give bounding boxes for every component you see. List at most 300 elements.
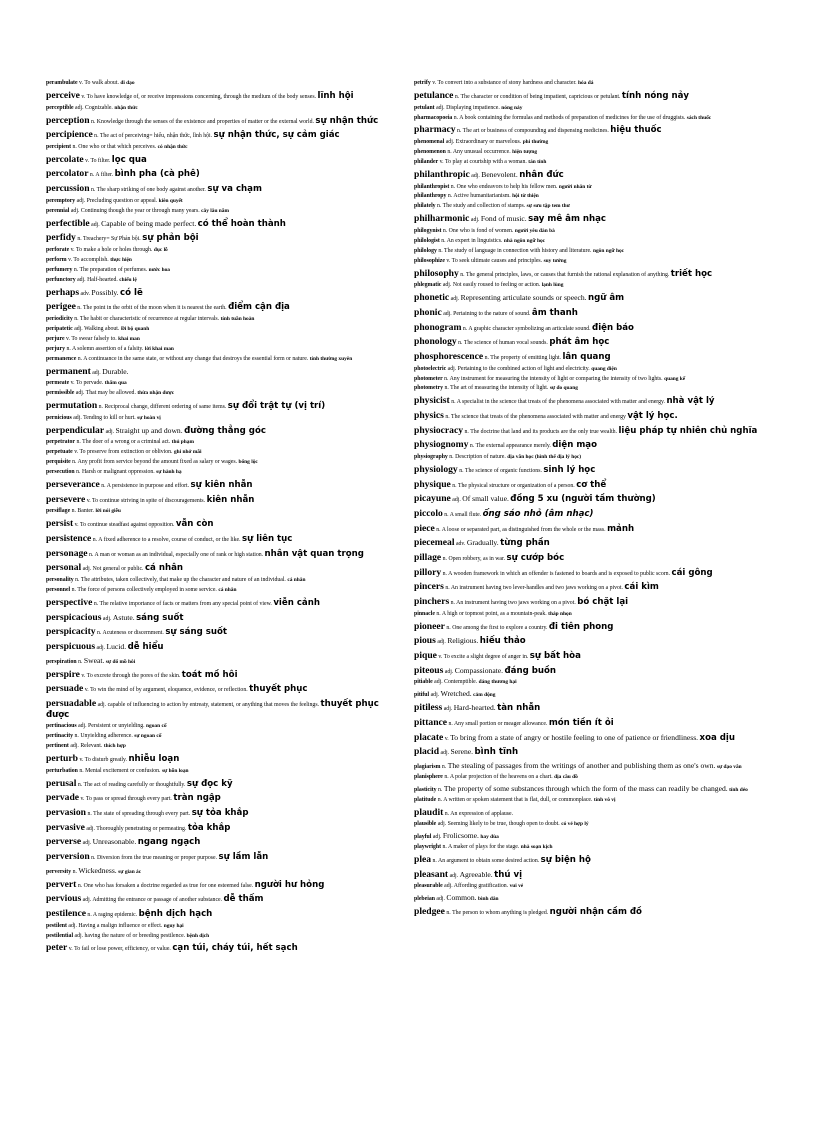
entry-headword: petrify <box>414 80 431 86</box>
entry-headword: playwright <box>414 844 442 851</box>
entry-vietnamese-translation: đồng 5 xu (người tầm thường) <box>510 494 656 505</box>
entry-vietnamese-translation: tính dẻo <box>729 786 748 793</box>
entry-definition: Astute. <box>112 612 135 622</box>
entry-part-of-speech: n. <box>72 143 77 150</box>
entry-part-of-speech: v. <box>439 158 444 165</box>
entry-definition: Frolicsome. <box>442 831 479 841</box>
entry-part-of-speech: adj. <box>442 282 452 289</box>
entry-vietnamese-translation: điện báo <box>592 322 634 333</box>
entry-definition: Lucid. <box>106 641 127 651</box>
entry-vietnamese-translation: bình dân <box>478 896 499 903</box>
entry-headword: pitiless <box>414 702 443 714</box>
entry-part-of-speech: adj. <box>449 872 459 879</box>
entry-definition: To have knowledge of, or receive impressions concerning, through the medium of the body senses. <box>86 93 317 100</box>
entry-part-of-speech: n. <box>458 340 463 347</box>
entry-part-of-speech: v. <box>444 735 449 742</box>
entry-vietnamese-translation: sự ngoan cố <box>134 733 162 740</box>
entry-definition: Banter. <box>77 508 95 515</box>
entry-headword: perversity <box>46 868 72 875</box>
dictionary-entry <box>46 301 398 313</box>
dictionary-entry <box>46 479 398 491</box>
entry-part-of-speech: n. <box>72 459 77 466</box>
entry-vietnamese-translation: thấm qua <box>104 380 127 387</box>
entry-headword: pledgee <box>414 906 445 918</box>
entry-headword: photometer <box>414 375 443 382</box>
dictionary-entry <box>414 508 784 520</box>
dictionary-entry <box>46 597 398 609</box>
entry-headword: pervious <box>46 893 82 905</box>
entry-definition: To walk about. <box>84 80 119 86</box>
entry-part-of-speech: n. <box>77 305 82 312</box>
dictionary-entry <box>46 626 398 638</box>
entry-part-of-speech: n. <box>442 844 447 851</box>
entry-definition: Religious. <box>447 636 479 646</box>
dictionary-entry <box>46 866 398 876</box>
entry-definition: The act of reading carefully or thoughtfully. <box>83 781 186 788</box>
dictionary-entry <box>46 439 398 446</box>
entry-vietnamese-translation: bệnh dịch hạch <box>138 908 213 919</box>
entry-part-of-speech: n. <box>89 551 94 558</box>
dictionary-entry <box>414 774 784 781</box>
dictionary-entry <box>414 184 784 191</box>
entry-part-of-speech: n. <box>77 781 83 788</box>
entry-definition: Any profit from service beyond the amount fixed as salary or wages. <box>77 459 238 466</box>
entry-headword: pique <box>414 649 437 661</box>
entry-part-of-speech: adj. <box>68 922 77 929</box>
entry-definition: To fail or lose power, efficiency, or value. <box>74 946 171 953</box>
entry-vietnamese-translation: hóa đá <box>578 80 594 86</box>
dictionary-entry <box>46 933 398 940</box>
entry-definition: To pervade. <box>75 380 104 387</box>
entry-definition: The act of perceiving= hiểu, nhận thức, lĩnh hội. <box>99 133 213 140</box>
dictionary-entry <box>414 679 784 686</box>
entry-vietnamese-translation: địa văn học (hình thể địa lý học) <box>507 454 582 461</box>
entry-headword: perceive <box>46 89 80 101</box>
entry-definition: A filter. <box>95 172 114 179</box>
dictionary-entry <box>414 307 784 319</box>
dictionary-entry <box>46 115 398 127</box>
entry-part-of-speech: n. <box>446 910 451 917</box>
dictionary-entry <box>46 80 398 87</box>
entry-vietnamese-translation: nóng nảy <box>501 104 523 111</box>
dictionary-entry <box>46 733 398 740</box>
dictionary-entry <box>414 322 784 334</box>
entry-vietnamese-translation: địa cầu đồ <box>554 773 578 780</box>
entry-headword: photometry <box>414 385 443 392</box>
entry-part-of-speech: adj. <box>92 369 101 376</box>
entry-vietnamese-translation: tính tuần hoàn <box>220 316 255 323</box>
entry-headword: percolator <box>46 168 89 180</box>
entry-part-of-speech: n. <box>436 610 441 617</box>
dictionary-entry <box>414 238 784 245</box>
entry-part-of-speech: v. <box>80 796 85 803</box>
dictionary-entry <box>46 326 398 333</box>
entry-vietnamese-translation: mảnh <box>607 523 635 534</box>
dictionary-entry <box>46 698 398 721</box>
entry-definition: Description of nature. <box>455 454 506 461</box>
entry-definition: To excite a slight degree of anger in. <box>443 653 529 660</box>
entry-definition: Diversion from the true meaning or proper purpose. <box>96 854 218 861</box>
dictionary-entry <box>414 635 784 647</box>
entry-vietnamese-translation: đáng buồn <box>504 665 557 676</box>
dictionary-entry <box>414 228 784 235</box>
dictionary-entry <box>414 761 784 771</box>
entry-vietnamese-translation: vẫn còn <box>175 519 214 530</box>
dictionary-entry <box>414 454 784 461</box>
entry-part-of-speech: adj. <box>450 296 460 303</box>
entry-definition: Any small portion or meager allowance. <box>454 720 548 727</box>
dictionary-entry <box>46 893 398 905</box>
entry-definition: The property of some substances through which the form of the mass can readily be changed. <box>443 783 728 793</box>
entry-vietnamese-translation: cá nhân <box>144 563 183 574</box>
entry-vietnamese-translation: bệnh dịch <box>186 932 210 939</box>
dictionary-entry <box>46 183 398 195</box>
entry-vietnamese-translation: thực hiện <box>110 256 132 263</box>
entry-headword: pillory <box>414 566 442 578</box>
entry-definition: To make a hole or holes through. <box>75 246 153 253</box>
entry-vietnamese-translation: nhà ngôn ngữ học <box>503 237 546 244</box>
entry-vietnamese-translation: viễn cảnh <box>273 597 320 608</box>
entry-vietnamese-translation: sinh lý học <box>543 465 596 475</box>
entry-definition: To preserve from extinction or oblivion. <box>79 449 173 456</box>
dictionary-entry <box>46 380 398 387</box>
entry-part-of-speech: n. <box>76 439 81 446</box>
entry-headword: pillage <box>414 552 442 564</box>
entry-vietnamese-translation: đi dạo <box>120 80 135 86</box>
entry-headword: pestilent <box>46 922 67 929</box>
entry-vietnamese-translation: người nhận cầm đồ <box>549 907 642 918</box>
dictionary-entry <box>414 193 784 200</box>
entry-vietnamese-translation: tính nóng nảy <box>621 90 690 101</box>
dictionary-entry <box>46 768 398 775</box>
entry-definition: The relative importance of facts or matters from any special point of view. <box>99 600 272 607</box>
entry-part-of-speech: adj. <box>91 221 100 228</box>
entry-definition: Contemptible. <box>444 679 478 686</box>
entry-vietnamese-translation: sự cướp bóc <box>506 553 565 564</box>
entry-headword: phonogram <box>414 321 462 333</box>
entry-vietnamese-translation: triết học <box>670 268 713 279</box>
dictionary-entry <box>414 479 784 491</box>
entry-headword: perfunctory <box>46 276 76 283</box>
entry-definition: A high or topmost point, as a mountain-peak. <box>441 610 547 617</box>
dictionary-entry <box>414 893 784 903</box>
entry-vietnamese-translation: cây lâu năm <box>201 207 229 214</box>
entry-definition: One who endeavors to help his fellow men. <box>456 183 558 190</box>
entry-vietnamese-translation: cái kìm <box>624 582 659 593</box>
entry-headword: pitiful <box>414 692 430 699</box>
entry-headword: permanent <box>46 365 91 377</box>
entry-headword: pertinacious <box>46 723 77 730</box>
dictionary-entry <box>46 277 398 284</box>
dictionary-entry <box>46 400 398 412</box>
entry-definition: An instrument having two jaws working on a pivot. <box>456 600 576 607</box>
entry-vietnamese-translation: cái gông <box>671 567 713 578</box>
entry-headword: piecemeal <box>414 537 455 549</box>
entry-vietnamese-translation: lời nói giễu <box>95 508 121 515</box>
entry-definition: The physical structure or organization of a person. <box>457 482 575 489</box>
entry-headword: petulant <box>414 104 435 111</box>
entry-vietnamese-translation: sự đọc kỹ <box>186 778 233 789</box>
entry-headword: percolate <box>46 153 84 165</box>
entry-vietnamese-translation: sự biện hộ <box>540 854 591 865</box>
entry-definition: One among the first to explore a country. <box>452 624 548 631</box>
dictionary-entry <box>414 366 784 373</box>
entry-vietnamese-translation: sách thuốc <box>686 114 712 121</box>
entry-vietnamese-translation: tỏa khắp <box>187 822 231 833</box>
entry-headword: perusal <box>46 777 77 789</box>
entry-headword: pervade <box>46 792 80 804</box>
entry-definition: To convert into a substance of stony hardness and character. <box>437 80 577 86</box>
entry-part-of-speech: n. <box>442 556 447 563</box>
entry-vietnamese-translation: lạnh lùng <box>541 282 564 289</box>
dictionary-entry <box>414 665 784 677</box>
entry-definition: A fixed adherence to a resolve, course of conduct, or the like. <box>98 537 241 544</box>
dictionary-entry <box>46 683 398 695</box>
dictionary-entry <box>414 702 784 714</box>
entry-headword: placate <box>414 731 444 743</box>
entry-headword: philosophy <box>414 267 459 279</box>
entry-part-of-speech: n. <box>432 857 437 864</box>
entry-vietnamese-translation: bình tĩnh <box>474 747 519 758</box>
dictionary-entry <box>46 287 398 299</box>
entry-vietnamese-translation: nước hoa <box>148 266 170 273</box>
entry-vietnamese-translation: ngôn ngữ học <box>592 247 625 254</box>
dictionary-entry <box>414 552 784 564</box>
entry-part-of-speech: n. <box>73 266 79 273</box>
entry-part-of-speech: n. <box>442 570 447 577</box>
entry-headword: periodicity <box>46 316 73 323</box>
entry-definition: To continue striving in spite of discouragements. <box>92 497 206 504</box>
entry-headword: planisphere <box>414 773 443 780</box>
entry-headword: physics <box>414 410 444 422</box>
entry-headword: pleasurable <box>414 883 443 890</box>
entry-headword: philharmonic <box>414 213 470 225</box>
entry-vietnamese-translation: cá nhân <box>287 577 306 584</box>
entry-definition: Continuing though the year or through many years. <box>80 207 200 214</box>
entry-part-of-speech: n. <box>444 773 449 780</box>
entry-vietnamese-translation: sự đổ mồ hôi <box>105 658 136 665</box>
dictionary-entry <box>414 139 784 146</box>
entry-headword: plea <box>414 853 432 865</box>
entry-part-of-speech: n. <box>438 247 443 254</box>
entry-headword: philology <box>414 247 437 254</box>
entry-part-of-speech: n. <box>71 508 76 515</box>
entry-headword: pitiable <box>414 679 433 686</box>
entry-part-of-speech: n. <box>450 183 456 190</box>
dictionary-entry <box>46 562 398 574</box>
dictionary-entry <box>46 723 398 730</box>
entry-definition: The doer of a wrong or a criminal act. <box>82 439 171 446</box>
entry-definition: Thoroughly penetrating or permeating. <box>96 825 187 832</box>
entry-part-of-speech: adj. <box>96 644 106 651</box>
entry-headword: perfumery <box>46 266 73 273</box>
dictionary-entry <box>414 90 784 102</box>
entry-headword: plausible <box>414 821 437 828</box>
entry-headword: pharmacy <box>414 124 456 136</box>
entry-definition: Capable of being made perfect. <box>101 218 197 228</box>
entry-definition: A graphic character symbolizing an articulate sound. <box>468 325 591 332</box>
entry-part-of-speech: n. <box>469 443 475 450</box>
entry-headword: physicist <box>414 395 450 407</box>
entry-vietnamese-translation: sự nhận thức, sự cảm giác <box>213 130 340 141</box>
entry-definition: To pass or spread through every part. <box>85 796 172 803</box>
entry-definition: A written or spoken statement that is flat, dull, or commonplace. <box>443 796 593 803</box>
dictionary-entry <box>414 883 784 890</box>
entry-definition: An expression of applause. <box>450 810 514 817</box>
entry-part-of-speech: n. <box>452 482 457 489</box>
entry-part-of-speech: adj. <box>70 743 79 750</box>
entry-vietnamese-translation: xoa dịu <box>699 732 736 743</box>
entry-vietnamese-translation: vui vẻ <box>509 883 524 890</box>
entry-headword: peter <box>46 942 68 954</box>
entry-definition: Extraordinary or marvelous. <box>455 139 522 146</box>
entry-vietnamese-translation: hội từ thiện <box>512 193 539 200</box>
entry-definition: The art of measuring the intensity of light. <box>450 385 549 392</box>
entry-vietnamese-translation: bổng lộc <box>238 459 258 466</box>
entry-part-of-speech: n. <box>451 399 456 406</box>
entry-headword: perennial <box>46 207 70 214</box>
entry-vietnamese-translation: lĩnh hội <box>317 90 354 101</box>
entry-definition: Walking about. <box>84 325 120 332</box>
entry-part-of-speech: n. <box>445 414 450 421</box>
entry-vietnamese-translation: kiên nhẫn <box>206 494 255 505</box>
entry-vietnamese-translation: ngoan cố <box>146 723 167 730</box>
entry-vietnamese-translation: có thể hoàn thành <box>197 218 286 229</box>
entry-vietnamese-translation: người hư hỏng <box>254 879 325 890</box>
entry-part-of-speech: v. <box>74 522 79 529</box>
entry-part-of-speech: n. <box>444 375 449 382</box>
dictionary-entry <box>46 807 398 819</box>
entry-definition: Acuteness or discernment. <box>102 630 164 637</box>
entry-part-of-speech: n. <box>437 203 442 210</box>
entry-definition: Displaying impatience. <box>446 104 500 111</box>
entry-vietnamese-translation: tán tỉnh <box>528 158 547 165</box>
entry-part-of-speech: n. <box>71 586 76 593</box>
entry-definition: Tending to kill or hurt. <box>83 414 136 421</box>
dictionary-entry <box>46 267 398 274</box>
entry-part-of-speech: adj. <box>76 197 86 204</box>
entry-part-of-speech: v. <box>84 687 89 694</box>
entry-vietnamese-translation: người yêu đàn bà <box>514 227 555 234</box>
entry-headword: peremptory <box>46 197 76 204</box>
entry-headword: perfidy <box>46 232 76 244</box>
entry-headword: pinnacle <box>414 610 435 617</box>
entry-vietnamese-translation: sáng suốt <box>136 612 184 623</box>
entry-vietnamese-translation: toát mồ hôi <box>181 669 238 680</box>
entry-definition: To filter. <box>90 157 111 164</box>
entry-part-of-speech: n. <box>460 271 465 278</box>
entry-headword: pestilence <box>46 907 86 919</box>
dictionary-entry <box>414 596 784 608</box>
dictionary-entry <box>414 258 784 265</box>
entry-headword: perambulate <box>46 80 78 86</box>
entry-headword: pernicious <box>46 414 72 421</box>
entry-part-of-speech: n. <box>464 428 469 435</box>
dictionary-entry <box>46 316 398 323</box>
entry-part-of-speech: adj. <box>432 834 442 841</box>
entry-part-of-speech: n. <box>76 469 81 476</box>
entry-headword: perigee <box>46 301 76 313</box>
entry-definition: Not easily roused to feeling or action. <box>452 282 541 289</box>
entry-definition: The doctrine that land and its products are the only true wealth. <box>470 428 618 435</box>
entry-part-of-speech: adj. <box>70 207 80 214</box>
entry-part-of-speech: adj. <box>434 679 443 686</box>
entry-definition: Reciprocal change, different ordering of same items. <box>104 404 227 411</box>
dictionary-entry <box>46 129 398 141</box>
entry-part-of-speech: adj. <box>445 139 455 146</box>
entry-part-of-speech: n. <box>448 720 453 727</box>
entry-vietnamese-translation: quang điện <box>591 365 617 372</box>
entry-headword: perspire <box>46 668 80 680</box>
entry-definition: Knowledge through the senses of the existence and properties of matter or the external world. <box>96 118 314 125</box>
entry-part-of-speech: adj. <box>436 104 445 111</box>
entry-vietnamese-translation: dễ thấm <box>223 894 264 905</box>
entry-definition: Having a malign influence or effect. <box>78 922 163 929</box>
dictionary-entry <box>46 218 398 230</box>
entry-part-of-speech: n. <box>101 483 106 490</box>
entry-headword: plasticity <box>414 786 437 793</box>
entry-headword: perpetrator <box>46 439 75 446</box>
entry-definition: Straight up and down. <box>115 425 183 435</box>
entry-part-of-speech: adj. <box>430 692 440 699</box>
entry-definition: Treachery= Sự Phản bội. <box>83 236 141 243</box>
entry-part-of-speech: n. <box>72 868 77 875</box>
entry-definition: Serene. <box>450 747 474 757</box>
entry-part-of-speech: v. <box>68 946 73 953</box>
entry-definition: Durable. <box>102 366 129 376</box>
entry-headword: piteous <box>414 664 444 676</box>
entry-headword: perform <box>46 256 67 263</box>
entry-headword: phenomenal <box>414 139 445 146</box>
entry-definition: An instrument having two lever-handles and two jaws working on a pivot. <box>450 585 623 592</box>
dictionary-entry <box>414 650 784 662</box>
entry-headword: physique <box>414 478 451 490</box>
entry-part-of-speech: n. <box>93 600 99 607</box>
dictionary-entry <box>414 124 784 136</box>
entry-vietnamese-translation: nhà soạn kịch <box>520 844 553 851</box>
entry-headword: peripatetic <box>46 325 73 332</box>
dictionary-entry <box>414 906 784 918</box>
entry-definition: The character or condition of being impatient, capricious or petulant. <box>460 93 621 100</box>
dictionary-entry <box>46 494 398 506</box>
entry-vietnamese-translation: quang kế <box>664 375 686 382</box>
dictionary-entry <box>46 469 398 476</box>
entry-part-of-speech: v. <box>81 93 86 100</box>
entry-part-of-speech: n. <box>75 577 80 584</box>
dictionary-entry <box>46 612 398 624</box>
entry-part-of-speech: adj. <box>436 896 445 903</box>
entry-headword: percipience <box>46 129 93 141</box>
entry-headword: permissible <box>46 390 75 397</box>
entry-part-of-speech: adj. <box>86 825 95 832</box>
dictionary-entry <box>414 203 784 210</box>
entry-vietnamese-translation: thú vị <box>494 869 523 880</box>
dictionary-entry <box>46 533 398 545</box>
entry-part-of-speech: adj. <box>82 897 92 904</box>
dictionary-entry <box>414 336 784 348</box>
dictionary-entry <box>414 807 784 819</box>
entry-vietnamese-translation: thủ phạm <box>171 439 194 446</box>
entry-definition: To play at courtship with a woman. <box>444 158 527 165</box>
dictionary-entry <box>46 851 398 863</box>
left-column <box>46 80 398 957</box>
dictionary-entry <box>46 356 398 363</box>
entry-part-of-speech: n. <box>445 585 450 592</box>
entry-headword: piece <box>414 522 435 534</box>
dictionary-entry <box>46 587 398 594</box>
entry-definition: A polar projection of the heavens on a chart. <box>449 773 553 780</box>
entry-headword: pious <box>414 635 436 647</box>
